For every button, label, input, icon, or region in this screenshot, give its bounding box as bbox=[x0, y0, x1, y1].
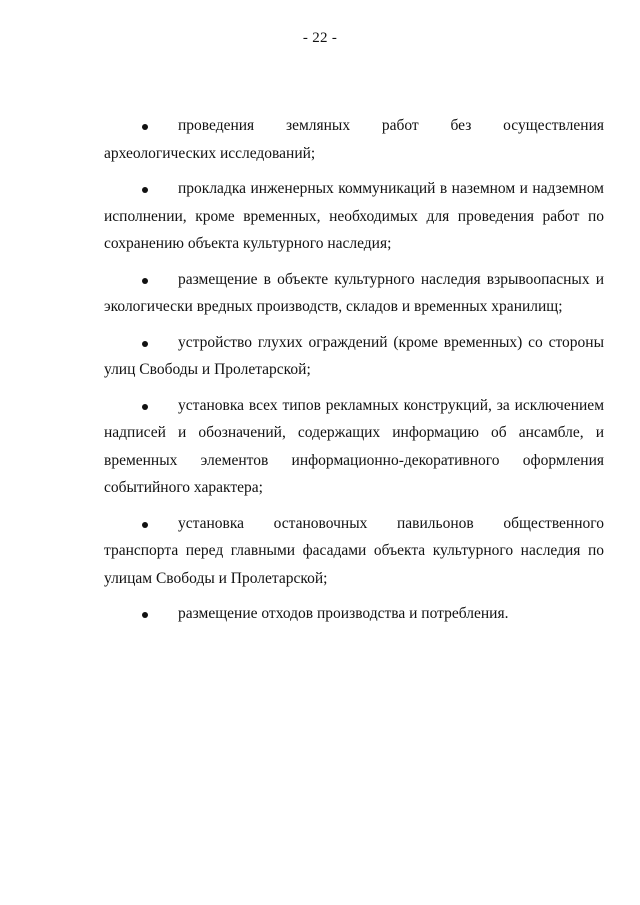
restrictions-list bbox=[104, 112, 604, 636]
list-item-text: прокладка инженерных коммуникаций в наземном и надземном исполнении, кроме временных, необходимых для проведения работ по сохранению объекта культурного наследия; bbox=[104, 180, 604, 252]
list-item bbox=[104, 329, 604, 384]
bullet-icon bbox=[142, 522, 148, 528]
list-item-text: размещение отходов производства и потребления. bbox=[178, 605, 509, 622]
list-item bbox=[104, 175, 604, 258]
bullet-icon bbox=[142, 404, 148, 410]
list-item bbox=[104, 510, 604, 593]
bullet-icon bbox=[142, 612, 148, 618]
list-item bbox=[104, 112, 604, 167]
list-item bbox=[104, 266, 604, 321]
list-item bbox=[104, 600, 604, 628]
bullet-icon bbox=[142, 124, 148, 130]
list-item-text: установка всех типов рекламных конструкций, за исключением надписей и обозначений, содержащих информацию об ансамбле, и временных элементов информационно-декоративного оформления событийного характера; bbox=[104, 396, 604, 496]
list-item-text: размещение в объекте культурного наследия взрывоопасных и экологически вредных производств, складов и временных хранилищ; bbox=[104, 270, 604, 315]
list-item-text: установка остановочных павильонов общественного транспорта перед главными фасадами объекта культурного наследия по улицам Свободы и Пролетарской; bbox=[104, 514, 604, 587]
bullet-icon bbox=[142, 278, 148, 284]
list-item-text: устройство глухих ограждений (кроме временных) со стороны улиц Свободы и Пролетарской; bbox=[104, 333, 604, 378]
bullet-icon bbox=[142, 341, 148, 347]
page-number: - 22 - bbox=[302, 30, 338, 46]
bullet-icon bbox=[142, 187, 148, 193]
list-item-text: проведения земляных работ без осуществления археологических исследований; bbox=[104, 117, 604, 162]
list-item bbox=[104, 392, 604, 502]
